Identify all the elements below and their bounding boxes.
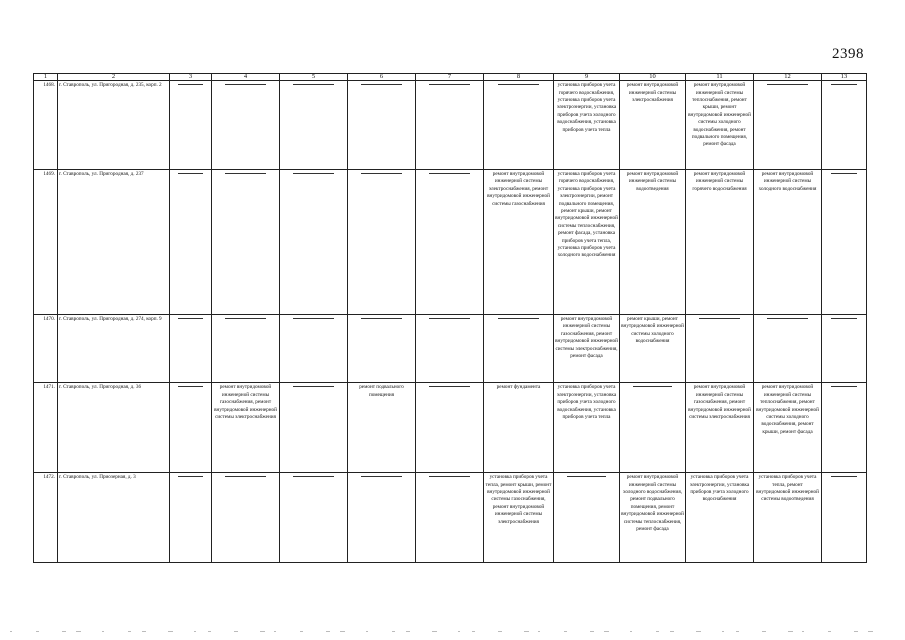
dash-mark xyxy=(225,173,265,174)
dash-mark xyxy=(293,173,333,174)
address-cell: г. Ставрополь, ул. Пригородная, д. 36 xyxy=(58,383,170,473)
work-cell-col-12: ремонт внутридомовой инженерной системы холодного водоснабжения xyxy=(754,169,822,314)
dash-mark xyxy=(498,318,540,319)
dash-mark xyxy=(361,173,401,174)
works-table xyxy=(33,73,867,563)
work-cell-col-8: установка приборов учета тепла, ремонт крыши, ремонт внутридомовой инженерной системы газоснабжения, ремонт внутридомовой инженерной системы электроснабжения xyxy=(484,473,554,563)
work-cell-col-4: ремонт внутридомовой инженерной системы газоснабжения, ремонт внутридомовой инженерной системы электроснабжения xyxy=(212,383,280,473)
noise-speck xyxy=(538,631,540,632)
work-cell-col-7 xyxy=(416,314,484,382)
work-cell-col-12 xyxy=(754,314,822,382)
dash-mark xyxy=(178,386,202,387)
work-cell-col-5 xyxy=(280,314,348,382)
dash-mark xyxy=(831,84,857,85)
work-cell-col-13 xyxy=(822,383,867,473)
noise-speck xyxy=(128,631,131,632)
work-cell-col-10: ремонт внутридомовой инженерной системы водоотведения xyxy=(620,169,686,314)
work-cell-col-7 xyxy=(416,383,484,473)
dash-mark xyxy=(178,318,202,319)
work-cell-col-10 xyxy=(620,383,686,473)
work-cell-col-13 xyxy=(822,473,867,563)
noise-speck xyxy=(366,631,368,632)
dash-mark xyxy=(429,318,469,319)
work-cell-col-5 xyxy=(280,473,348,563)
work-cell-col-11 xyxy=(686,314,754,382)
dash-mark xyxy=(831,318,857,319)
work-cell-col-13 xyxy=(822,81,867,170)
noise-speck xyxy=(340,631,345,632)
dash-mark xyxy=(831,476,857,477)
noise-speck xyxy=(604,631,609,632)
work-cell-col-10: ремонт внутридомовой инженерной системы электроснабжения xyxy=(620,81,686,170)
noise-speck xyxy=(102,631,104,632)
dash-mark xyxy=(178,476,202,477)
dash-mark xyxy=(429,84,469,85)
work-cell-col-3 xyxy=(170,81,212,170)
work-cell-col-9: ремонт внутридомовой инженерной системы газоснабжения, ремонт внутридомовой инженерной системы электроснабжения, ремонт фасада xyxy=(554,314,620,382)
noise-speck xyxy=(234,631,238,632)
row-number: 1471. xyxy=(34,383,58,473)
dash-mark xyxy=(699,318,739,319)
address-cell: г. Ставрополь, ул. Приозерная, д. 3 xyxy=(58,473,170,563)
work-cell-col-6 xyxy=(348,169,416,314)
noise-speck xyxy=(564,631,567,632)
noise-speck xyxy=(36,631,39,632)
work-cell-col-12: ремонт внутридомовой инженерной системы теплоснабжения, ремонт внутридомовой инженерной системы холодного водоснабжения, ремонт крыши, ремонт фасада xyxy=(754,383,822,473)
work-cell-col-9: установка приборов учета электроэнергии, установка приборов учета холодного водоснабжения, установка приборов учета тепла xyxy=(554,383,620,473)
noise-speck xyxy=(274,631,276,632)
address-cell: г. Ставрополь, ул. Пригородная, д. 235, корп. 2 xyxy=(58,81,170,170)
work-cell-col-11: ремонт внутридомовой инженерной системы горячего водоснабжения xyxy=(686,169,754,314)
work-cell-col-12: установка приборов учета тепла, ремонт внутридомовой инженерной системы водоотведения xyxy=(754,473,822,563)
work-cell-col-3 xyxy=(170,383,212,473)
work-cell-col-3 xyxy=(170,169,212,314)
noise-speck xyxy=(828,631,831,632)
dash-mark xyxy=(178,84,202,85)
noise-speck xyxy=(854,631,858,632)
noise-speck xyxy=(260,631,265,632)
dash-mark xyxy=(767,318,807,319)
noise-speck xyxy=(326,631,330,632)
work-cell-col-9: установка приборов учета горячего водоснабжения, установка приборов учета электроэнергии, ремонт подвального помещения, ремонт крыши, ремонт внутридомовой инженерной системы теплоснабжения, ремонт фасада, установка приборов учета тепла, установка приборов учета холодного водоснабжения xyxy=(554,169,620,314)
dash-mark xyxy=(633,386,672,387)
noise-speck xyxy=(472,631,475,632)
column-header-6: 6 xyxy=(348,74,416,81)
work-cell-col-12 xyxy=(754,81,822,170)
dash-mark xyxy=(361,318,401,319)
dash-mark xyxy=(225,476,265,477)
work-cell-col-5 xyxy=(280,383,348,473)
work-cell-col-10: ремонт внутридомовой инженерной системы холодного водоснабжения, ремонт подвального помещения, ремонт внутридомовой инженерной системы теплоснабжения, ремонт фасада xyxy=(620,473,686,563)
noise-speck xyxy=(670,631,674,632)
dash-mark xyxy=(831,386,857,387)
dash-mark xyxy=(429,173,469,174)
work-cell-col-8 xyxy=(484,314,554,382)
work-cell-col-6: ремонт подвального помещения xyxy=(348,383,416,473)
dash-mark xyxy=(767,84,807,85)
work-cell-col-8: ремонт фундамента xyxy=(484,383,554,473)
column-header-8: 8 xyxy=(484,74,554,81)
work-cell-col-7 xyxy=(416,473,484,563)
noise-speck xyxy=(498,631,502,632)
noise-speck xyxy=(392,631,395,632)
noise-speck xyxy=(656,631,659,632)
dash-mark xyxy=(361,84,401,85)
column-header-7: 7 xyxy=(416,74,484,81)
work-cell-col-13 xyxy=(822,169,867,314)
work-cell-col-4 xyxy=(212,81,280,170)
table-row xyxy=(34,81,867,170)
dash-mark xyxy=(498,84,540,85)
column-header-4: 4 xyxy=(212,74,280,81)
noise-speck xyxy=(630,631,632,632)
work-cell-col-3 xyxy=(170,473,212,563)
dash-mark xyxy=(225,318,265,319)
work-cell-col-8 xyxy=(484,81,554,170)
scan-noise xyxy=(0,628,905,638)
noise-speck xyxy=(722,631,724,632)
work-cell-col-11: ремонт внутридомовой инженерной системы теплоснабжения, ремонт крыши, ремонт внутридомовой инженерной системы холодного водоснабжения, ремонт подвального помещения, ремонт фасада xyxy=(686,81,754,170)
noise-speck xyxy=(194,631,196,632)
dash-mark xyxy=(567,476,606,477)
table-row xyxy=(34,314,867,382)
noise-speck xyxy=(868,631,873,632)
dash-mark xyxy=(361,476,401,477)
noise-speck xyxy=(62,631,66,632)
work-cell-col-11: ремонт внутридомовой инженерной системы газоснабжения, ремонт внутридомовой инженерной системы электроснабжения xyxy=(686,383,754,473)
row-number: 1469. xyxy=(34,169,58,314)
column-header-2: 2 xyxy=(58,74,170,81)
noise-speck xyxy=(736,631,739,632)
noise-speck xyxy=(696,631,701,632)
noise-speck xyxy=(802,631,804,632)
dash-mark xyxy=(293,84,333,85)
noise-speck xyxy=(458,631,460,632)
work-cell-col-7 xyxy=(416,81,484,170)
column-header-12: 12 xyxy=(754,74,822,81)
noise-speck xyxy=(168,631,173,632)
page-number: 2398 xyxy=(832,46,864,62)
table-row xyxy=(34,169,867,314)
work-cell-col-7 xyxy=(416,169,484,314)
work-cell-col-6 xyxy=(348,473,416,563)
address-cell: г. Ставрополь, ул. Пригородная, д. 237 xyxy=(58,169,170,314)
work-cell-col-5 xyxy=(280,169,348,314)
work-cell-col-4 xyxy=(212,473,280,563)
noise-speck xyxy=(762,631,766,632)
column-header-3: 3 xyxy=(170,74,212,81)
dash-mark xyxy=(831,173,857,174)
column-header-13: 13 xyxy=(822,74,867,81)
header-row xyxy=(34,74,867,81)
work-cell-col-6 xyxy=(348,314,416,382)
dash-mark xyxy=(178,173,202,174)
noise-speck xyxy=(590,631,594,632)
noise-speck xyxy=(208,631,211,632)
dash-mark xyxy=(293,386,333,387)
column-header-5: 5 xyxy=(280,74,348,81)
noise-speck xyxy=(524,631,529,632)
work-cell-col-4 xyxy=(212,314,280,382)
column-header-10: 10 xyxy=(620,74,686,81)
column-header-9: 9 xyxy=(554,74,620,81)
noise-speck xyxy=(142,631,146,632)
row-number: 1468. xyxy=(34,81,58,170)
noise-speck xyxy=(300,631,303,632)
dash-mark xyxy=(293,318,333,319)
work-cell-col-13 xyxy=(822,314,867,382)
work-cell-col-11: установка приборов учета электроэнергии, установка приборов учета холодного водоснабжения xyxy=(686,473,754,563)
work-cell-col-9 xyxy=(554,473,620,563)
dash-mark xyxy=(225,84,265,85)
noise-speck xyxy=(432,631,437,632)
work-cell-col-4 xyxy=(212,169,280,314)
noise-speck xyxy=(406,631,410,632)
table-row xyxy=(34,383,867,473)
work-cell-col-9: установка приборов учета горячего водоснабжения, установка приборов учета электроэнергии, установка приборов учета холодного водоснабжения, установка приборов учета тепла xyxy=(554,81,620,170)
table-row xyxy=(34,473,867,563)
dash-mark xyxy=(429,476,469,477)
column-header-1: 1 xyxy=(34,74,58,81)
work-cell-col-5 xyxy=(280,81,348,170)
noise-speck xyxy=(10,631,12,632)
work-cell-col-8: ремонт внутридомовой инженерной системы электроснабжения, ремонт внутридомовой инженерной системы газоснабжения xyxy=(484,169,554,314)
column-header-11: 11 xyxy=(686,74,754,81)
dash-mark xyxy=(429,386,469,387)
dash-mark xyxy=(293,476,333,477)
noise-speck xyxy=(788,631,793,632)
work-cell-col-10: ремонт крыши, ремонт внутридомовой инженерной системы холодного водоснабжения xyxy=(620,314,686,382)
work-cell-col-3 xyxy=(170,314,212,382)
row-number: 1470. xyxy=(34,314,58,382)
row-number: 1472. xyxy=(34,473,58,563)
address-cell: г. Ставрополь, ул. Пригородная, д. 274, корп. 9 xyxy=(58,314,170,382)
noise-speck xyxy=(76,631,81,632)
work-cell-col-6 xyxy=(348,81,416,170)
